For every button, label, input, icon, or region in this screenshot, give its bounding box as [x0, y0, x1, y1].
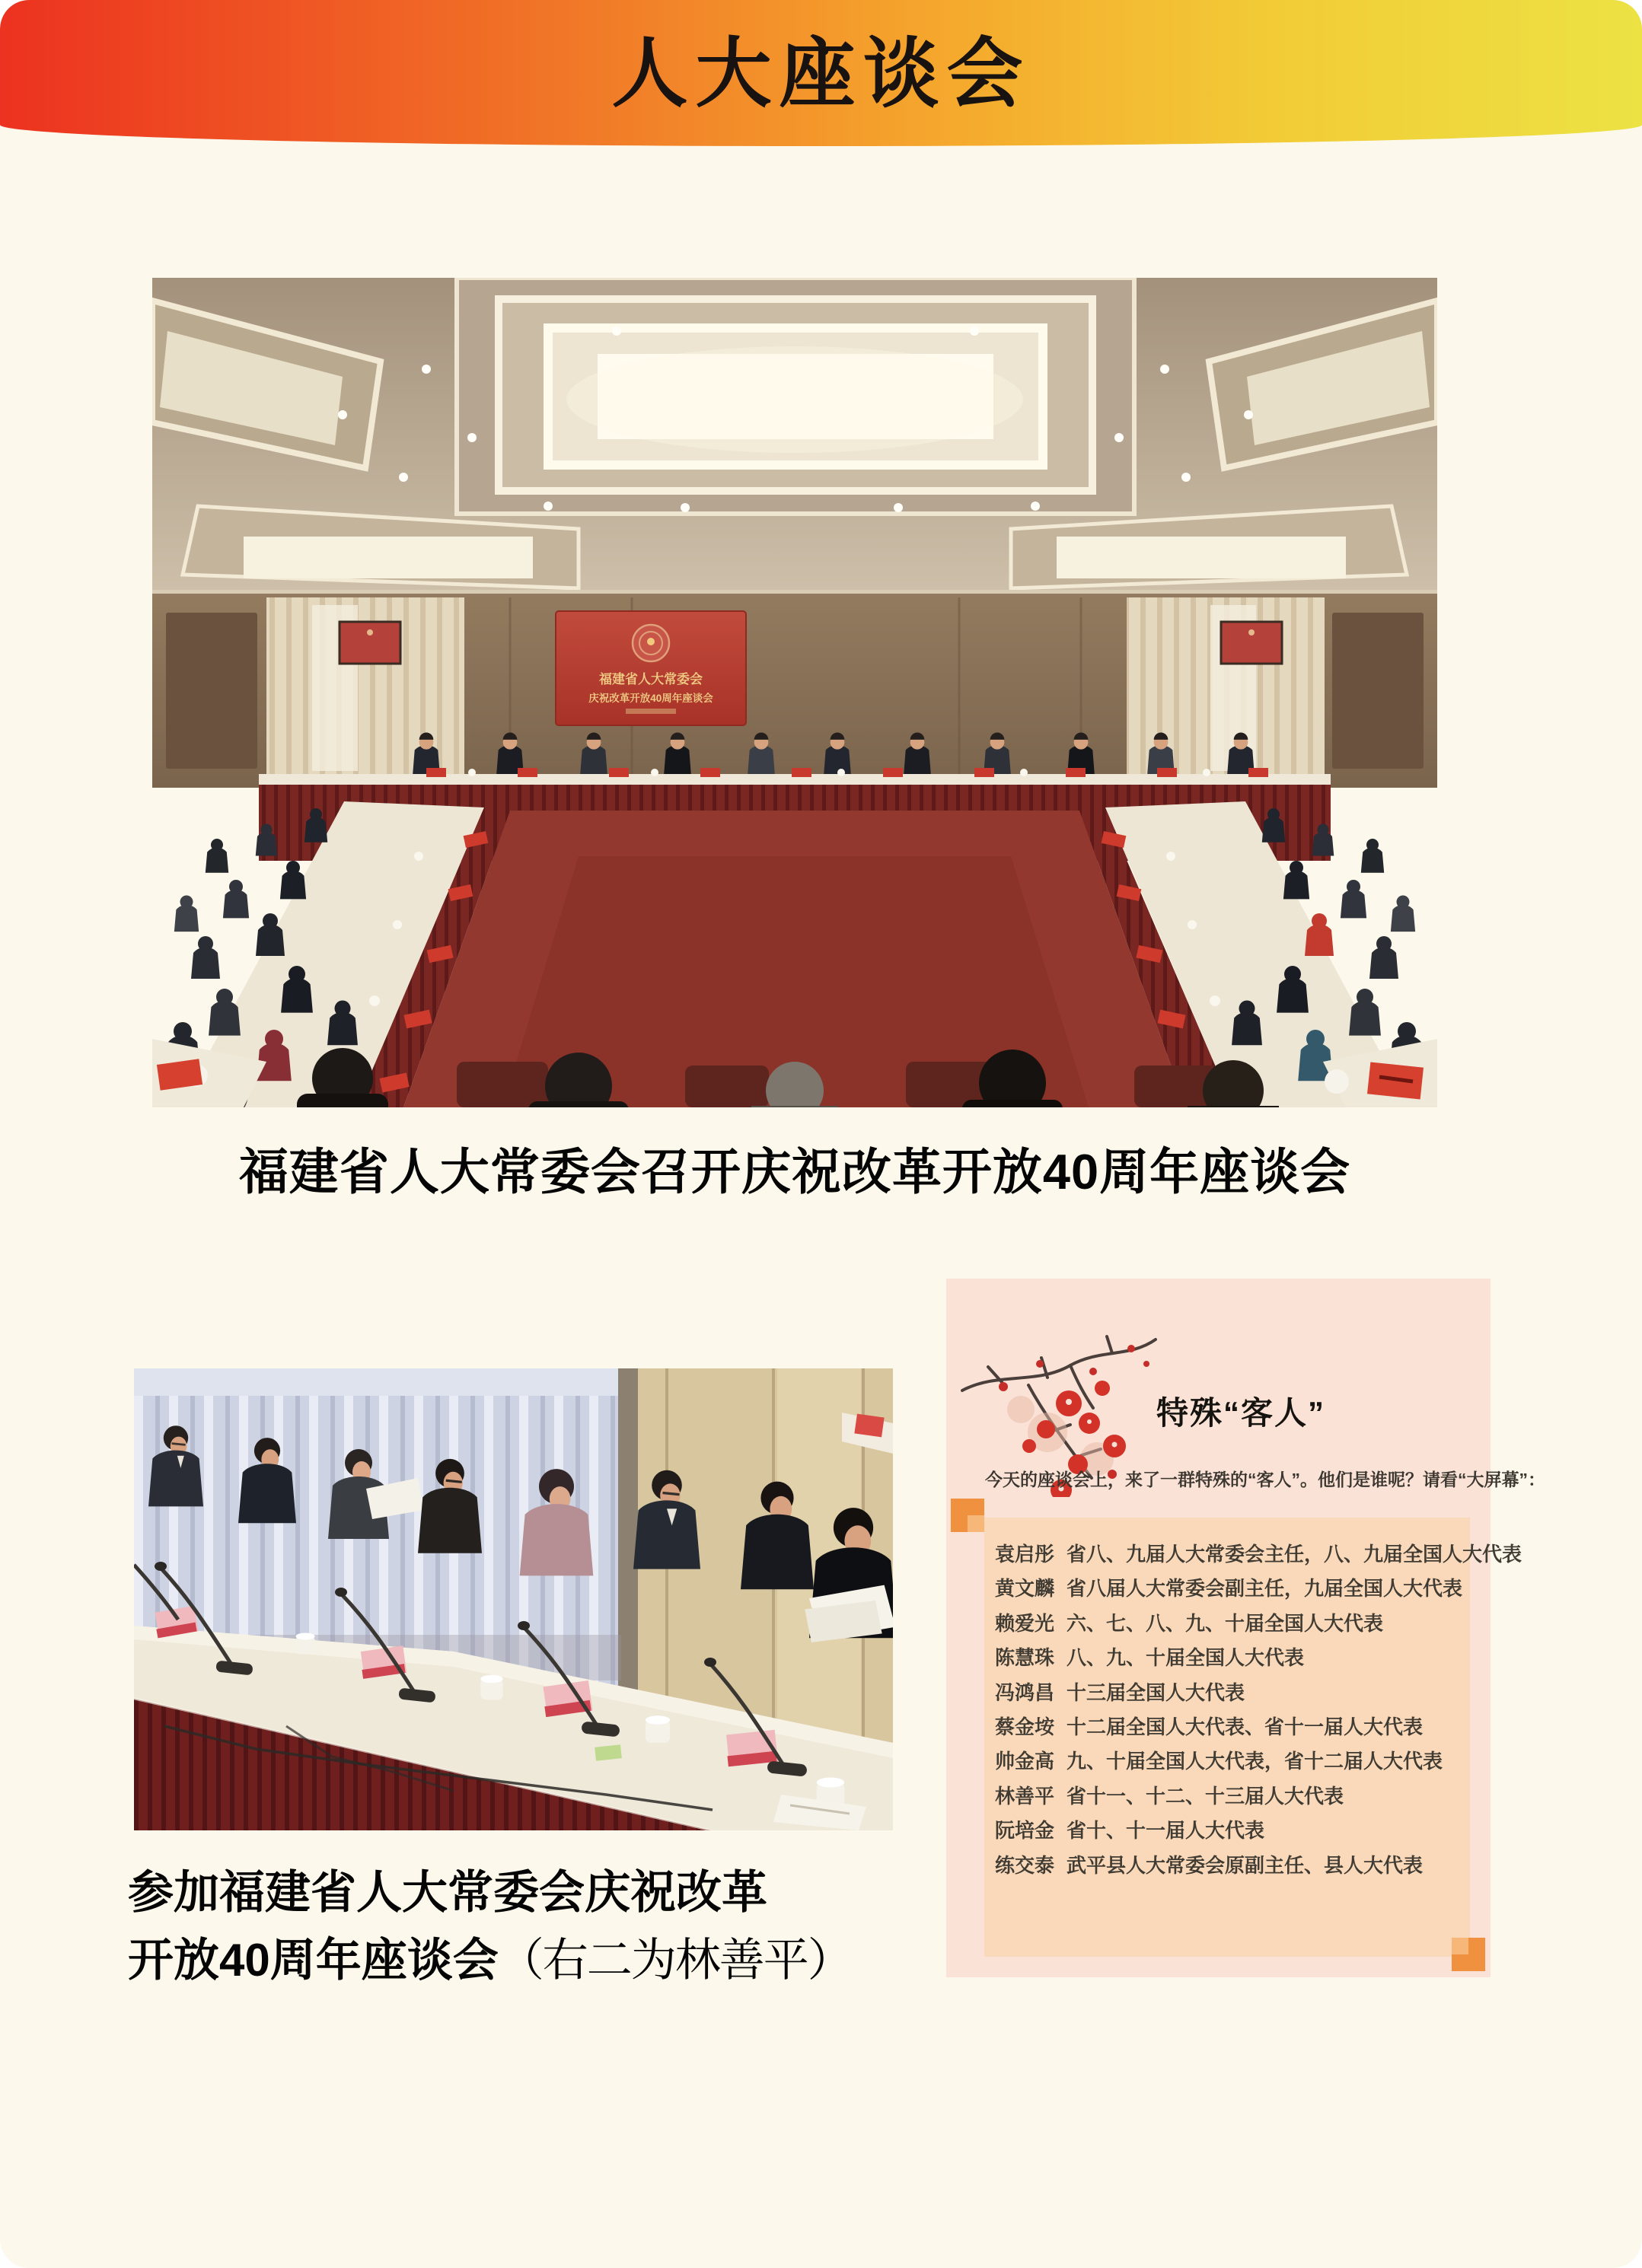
guest-description: 省十一、十二、十三届人大代表 [1067, 1784, 1344, 1808]
guest-row [995, 1572, 1463, 1606]
meeting-hall-photo [152, 278, 1437, 1107]
guest-name: 陈慧珠 [995, 1646, 1055, 1670]
guest-name: 黄文麟 [995, 1577, 1055, 1601]
guest-description: 六、七、八、九、十届全国人大代表 [1067, 1611, 1384, 1635]
guest-row [995, 1710, 1452, 1744]
guest-name: 练交泰 [995, 1853, 1055, 1877]
photo2-caption-note: （右二为林善平） [498, 1935, 852, 1986]
guest-description: 十二届全国人大代表、省十一届人大代表 [1067, 1715, 1424, 1738]
meeting-hall-illustration [152, 278, 1437, 1107]
guest-name: 阮培金 [995, 1819, 1055, 1843]
guest-description: 省八、九届人大常委会主任，八、九届全国人大代表 [1067, 1543, 1522, 1566]
page-title: 人大座谈会 [611, 32, 1031, 116]
photo2-caption-line1: 参加福建省人大常委会庆祝改革 [128, 1867, 767, 1918]
guest-name: 袁启彤 [995, 1543, 1055, 1566]
guest-row [995, 1676, 1452, 1710]
corner-square-top-left [951, 1499, 984, 1532]
header-banner [0, 0, 1642, 146]
corner-square-bottom-right [1452, 1938, 1485, 1971]
guest-description: 省十、十一届人大代表 [1067, 1819, 1265, 1843]
stage-screen [556, 611, 746, 725]
guest-description: 省八届人大常委会副主任，九届全国人大代表 [1067, 1577, 1463, 1601]
delegates-photo [134, 1368, 893, 1830]
guest-row [995, 1744, 1452, 1779]
photo2-caption-line2: 开放40周年座谈会（右二为林善平） [128, 1935, 852, 1986]
guest-description: 武平县人大常委会原副主任、县人大代表 [1067, 1853, 1424, 1877]
guest-description: 八、九、十届全国人大代表 [1067, 1646, 1305, 1670]
photo1-caption: 福建省人大常委会召开庆祝改革开放40周年座谈会 [238, 1144, 1351, 1199]
panel-title: 特殊“客人” [1156, 1395, 1325, 1431]
screen-text-line1: 福建省人大常委会 [599, 672, 703, 686]
special-guests-panel [946, 1279, 1545, 1977]
guest-row [995, 1849, 1452, 1883]
guest-name: 帅金高 [995, 1750, 1055, 1773]
screen-text-line2: 庆祝改革开放40周年座谈会 [588, 693, 713, 704]
delegates-illustration [134, 1368, 893, 1830]
guest-row [995, 1641, 1452, 1675]
guest-row [995, 1607, 1452, 1641]
panel-intro: 今天的座谈会上，来了一群特殊的“客人”。他们是谁呢？请看“大屏幕”： [985, 1470, 1545, 1489]
guest-name: 冯鸿昌 [995, 1680, 1055, 1704]
guest-description: 九、十届全国人大代表，省十二届人大代表 [1067, 1750, 1443, 1773]
photo2-caption [128, 1859, 965, 1995]
guest-name: 赖爱光 [995, 1611, 1055, 1635]
guest-row [995, 1814, 1452, 1848]
guest-list [995, 1537, 1522, 1883]
guest-row [995, 1779, 1452, 1814]
guest-description: 十三届全国人大代表 [1067, 1680, 1245, 1704]
guest-row [995, 1537, 1522, 1572]
guest-name: 蔡金垵 [995, 1715, 1055, 1738]
guest-name: 林善平 [995, 1784, 1055, 1808]
